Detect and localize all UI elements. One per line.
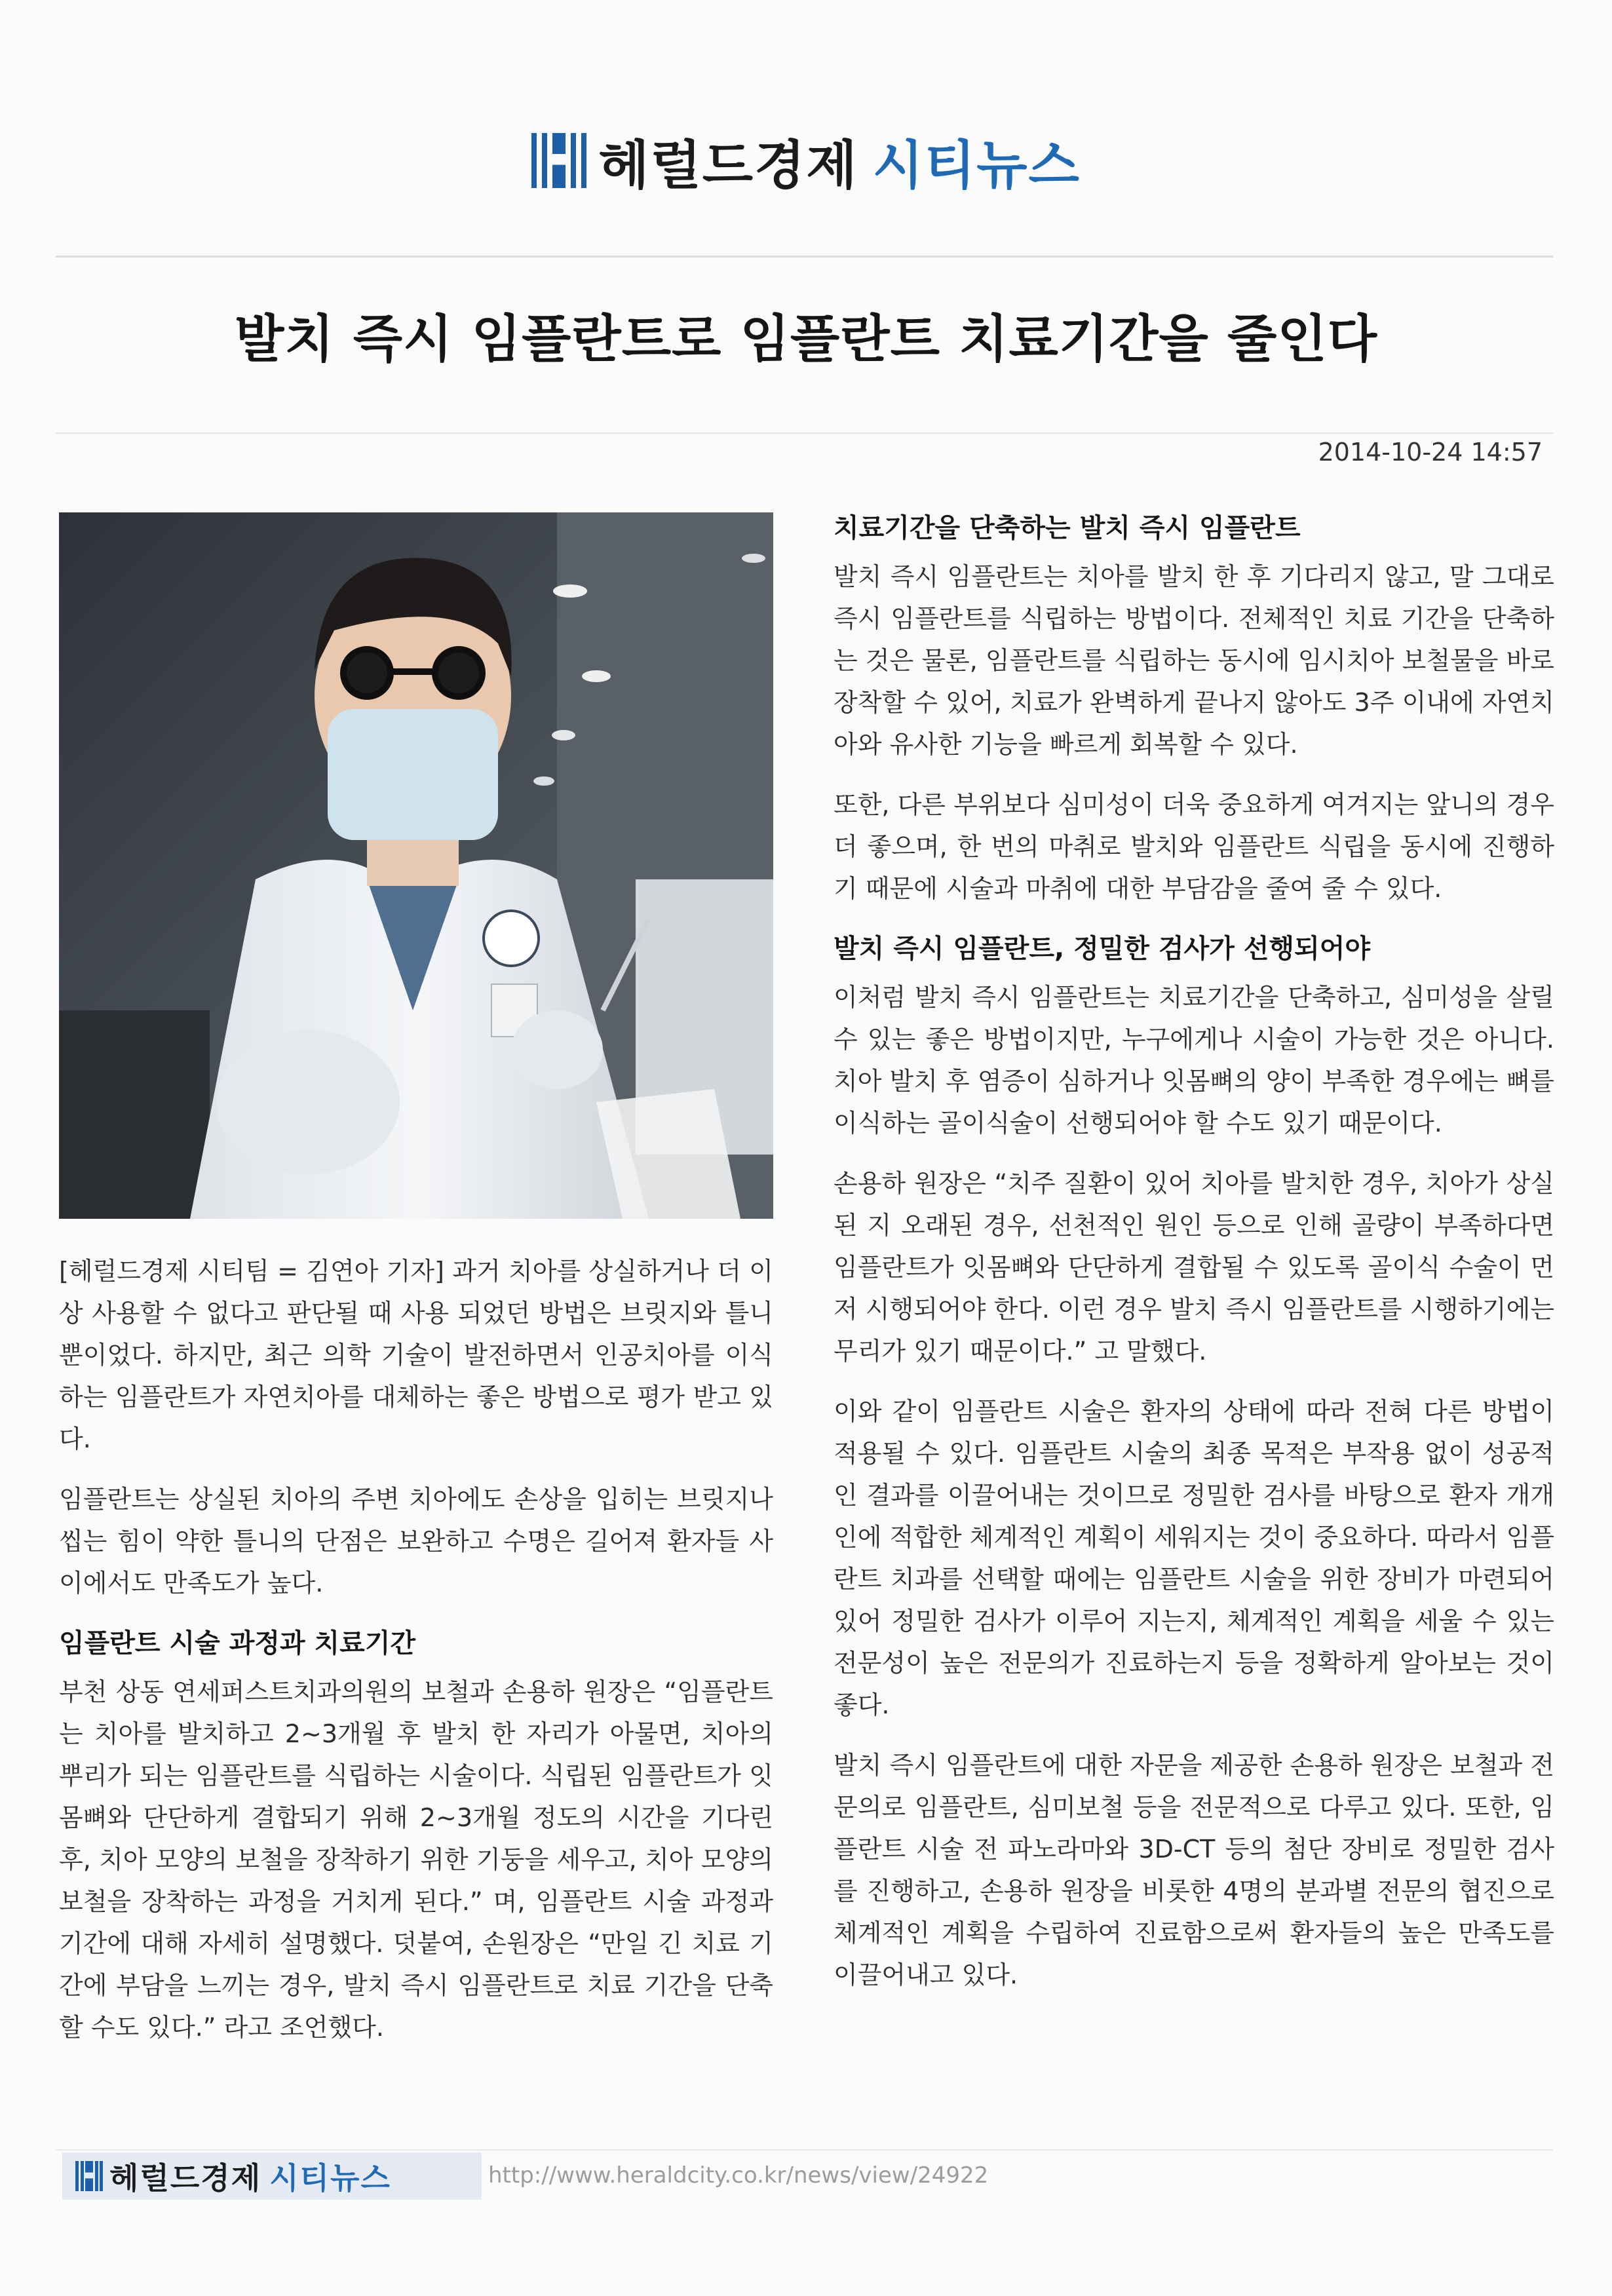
footer-url-link[interactable]: http://www.heraldcity.co.kr/news/view/24922: [488, 2162, 989, 2189]
article-headline: 발치 즉시 임플란트로 임플란트 치료기간을 줄인다: [234, 310, 1378, 369]
footer-brand-name: 헤럴드경제: [109, 2160, 262, 2196]
article-paragraph: 또한, 다른 부위보다 심미성이 더욱 중요하게 여겨지는 앞니의 경우 더 좋으며, 한 번의 마취로 발치와 임플란트 식립을 동시에 진행하기 때문에 시술과 마취에 대한 부담감을 줄여 줄 수 있다.: [834, 790, 1554, 903]
footer-brand-section: 시티뉴스: [269, 2160, 391, 2196]
article-paragraph: 임플란트는 상실된 치아의 주변 치아에도 손상을 입히는 브릿지나 씹는 힘이 약한 틀니의 단점은 보완하고 수명은 길어져 환자들 사이에서도 만족도가 높다.: [59, 1485, 773, 1598]
article-right-column: [834, 507, 1554, 2014]
article-paragraph: 이처럼 발치 즉시 임플란트는 치료기간을 단축하고, 심미성을 살릴 수 있는 좋은 방법이지만, 누구에게나 시술이 가능한 것은 아니다. 치아 발치 후 염증이 심하거나 잇몸뼈의 양이 부족한 경우에는 뼈를 이식하는 골이식술이 선행되어야 할 수도 있기 때문이다.: [834, 983, 1554, 1138]
divider: [56, 256, 1553, 258]
herald-logo-icon: [531, 133, 586, 188]
brand-section: 시티뉴스: [872, 134, 1081, 196]
footer-logo-bar: [62, 2152, 482, 2200]
article-paragraph: 이와 같이 임플란트 시술은 환자의 상태에 따라 전혀 다른 방법이 적용될 수 있다. 임플란트 시술의 최종 목적은 부작용 없이 성공적인 결과를 이끌어내는 것이므로 정밀한 검사를 바탕으로 환자 개개인에 적합한 체계적인 계획이 세워지는 것이 중요하다. 따라서 임플란트 치과를 선택할 때에는 임플란트 시술을 위한 장비가 마련되어 있어 정밀한 검사가 이루어 지는지, 체계적인 계획을 세울 수 있는 전문성이 높은 전문의가 진료하는지 등을 정확하게 알아보는 것이 좋다.: [834, 1397, 1554, 1719]
divider: [56, 2149, 1553, 2151]
masthead: [0, 124, 1612, 197]
article-paragraph: 발치 즉시 임플란트에 대한 자문을 제공한 손용하 원장은 보철과 전문의로 임플란트, 심미보철 등을 전문적으로 다루고 있다. 또한, 임플란트 시술 전 파노라마와 3D-CT 등의 첨단 장비로 정밀한 검사를 진행하고, 손용하 원장을 비롯한 4명의 분과별 전문의 협진으로 체계적인 계획을 수립하여 진료함으로써 환자들의 높은 만족도를 이끌어내고 있다.: [834, 1751, 1554, 1989]
divider: [56, 432, 1553, 434]
article-paragraph: 부천 상동 연세퍼스트치과의원의 보철과 손용하 원장은 “임플란트는 치아를 발치하고 2~3개월 후 발치 한 자리가 아물면, 치아의 뿌리가 되는 임플란트를 식립하는 시술이다. 식립된 임플란트가 잇몸뼈와 단단하게 결합되기 위해 2~3개월 정도의 시간을 기다린 후, 치아 모양의 보철을 장착하기 위한 기둥을 세우고, 치아 모양의 보철을 장착하는 과정을 거치게 된다.” 며, 임플란트 시술 과정과 기간에 대해 자세히 설명했다. 덧붙여, 손원장은 “만일 긴 치료 기간에 부담을 느끼는 경우, 발치 즉시 임플란트로 치료 기간을 단축할 수도 있다.” 라고 조언했다.: [59, 1677, 773, 2042]
article-paragraph: 발치 즉시 임플란트는 치아를 발치 한 후 기다리지 않고, 말 그대로 즉시 임플란트를 식립하는 방법이다. 전체적인 치료 기간을 단축하는 것은 물론, 임플란트를 식립하는 동시에 임시치아 보철물을 바로 장착할 수 있어, 치료가 완벽하게 끝나지 않아도 3주 이내에 자연치아와 유사한 기능을 빠르게 회복할 수 있다.: [834, 562, 1554, 759]
article-paragraph: 손용하 원장은 “치주 질환이 있어 치아를 발치한 경우, 치아가 상실된 지 오래된 경우, 선천적인 원인 등으로 인해 골량이 부족하다면 임플란트가 잇몸뼈와 단단하게 결합될 수 있도록 골이식 수술이 먼저 시행되어야 한다. 이런 경우 발치 즉시 임플란트를 시행하기에는 무리가 있기 때문이다.” 고 말했다.: [834, 1169, 1554, 1366]
article-left-column: [59, 1250, 773, 2067]
section-heading: 임플란트 시술 과정과 치료기간: [59, 1628, 416, 1658]
section-heading: 치료기간을 단축하는 발치 즉시 임플란트: [834, 513, 1301, 543]
article-paragraph: [헤럴드경제 시티팀 = 김연아 기자] 과거 치아를 상실하거나 더 이상 사용할 수 없다고 판단될 때 사용 되었던 방법은 브릿지와 틀니뿐이었다. 하지만, 최근 의학 기술이 발전하면서 인공치아를 이식하는 임플란트가 자연치아를 대체하는 좋은 방법으로 평가 받고 있다.: [59, 1257, 773, 1453]
section-heading: 발치 즉시 임플란트, 정밀한 검사가 선행되어야: [834, 934, 1370, 964]
article-datetime: 2014-10-24 14:57: [1318, 438, 1543, 467]
brand-name: 헤럴드경제: [598, 134, 858, 196]
article-photo: [59, 512, 773, 1219]
herald-logo-icon: [75, 2161, 103, 2191]
